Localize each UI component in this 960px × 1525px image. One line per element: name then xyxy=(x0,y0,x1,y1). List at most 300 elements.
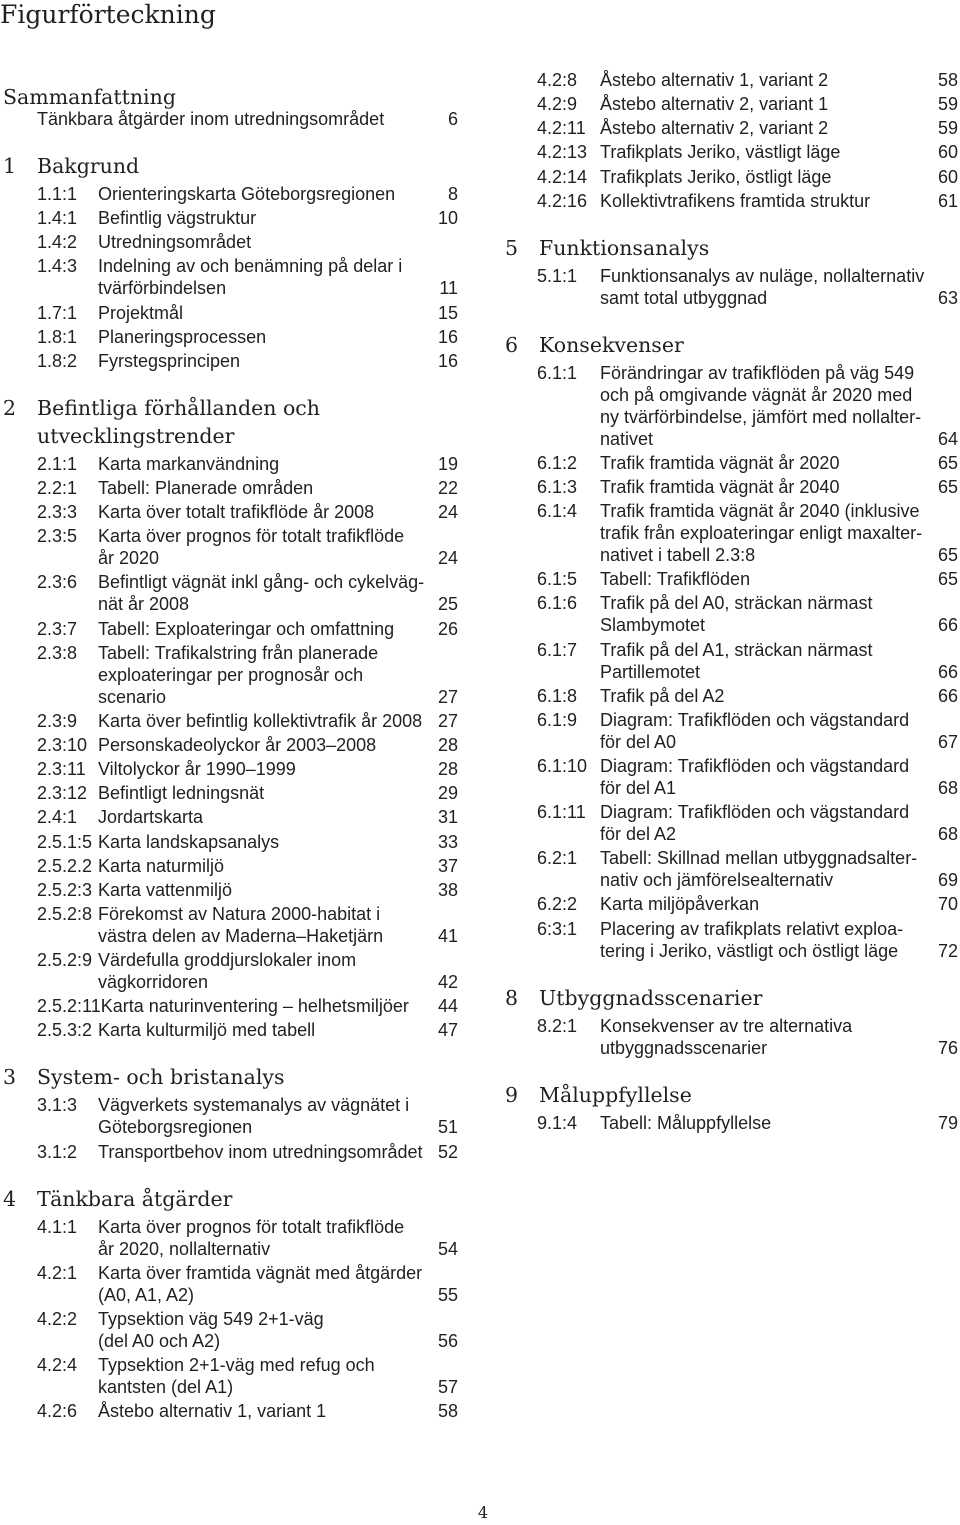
toc-section xyxy=(3,152,458,372)
figure-entry xyxy=(537,685,958,707)
figure-caption-line: Personskadeolyckor år 2003–2008 xyxy=(98,734,377,755)
figure-entry xyxy=(537,1112,958,1134)
figure-caption xyxy=(98,1308,324,1352)
figure-number: 2.3:10 xyxy=(37,734,88,755)
section-title xyxy=(37,1063,284,1091)
figure-number: 2.3:11 xyxy=(37,759,86,780)
figure-number: 9.1:4 xyxy=(537,1112,578,1133)
figure-page-number: 51 xyxy=(437,1117,458,1138)
figure-entry xyxy=(537,93,958,115)
toc-section xyxy=(3,83,458,130)
figure-number: 2.5.3:2 xyxy=(37,1020,93,1041)
figure-number: 1.4:1 xyxy=(37,208,78,229)
figure-caption-line: år 2020 xyxy=(98,548,160,569)
figure-entry xyxy=(537,1015,958,1059)
figure-caption xyxy=(98,855,224,877)
figure-page-number: 10 xyxy=(437,208,458,229)
figure-caption-line: för del A2 xyxy=(600,824,677,845)
figure-page-number: 60 xyxy=(937,142,958,163)
figure-caption-line: vägkorridoren xyxy=(98,972,209,993)
section-number: 1 xyxy=(3,154,17,178)
figure-caption-line: Karta landskapsanalys xyxy=(98,831,280,852)
section-title-line: System- och bristanalys xyxy=(37,1065,285,1090)
figure-entry xyxy=(537,592,958,636)
figure-entry xyxy=(37,207,458,229)
figure-entry xyxy=(37,642,458,708)
figure-entry xyxy=(37,831,458,853)
figure-page-number: 65 xyxy=(937,545,958,566)
figure-caption xyxy=(98,1400,326,1422)
figure-caption xyxy=(98,903,383,947)
figure-page-number: 44 xyxy=(437,996,458,1017)
section-number: 9 xyxy=(505,1082,519,1107)
figure-entry xyxy=(537,69,958,91)
figure-page-number: 29 xyxy=(437,783,458,804)
figure-caption-line: exploateringar per prognosår och xyxy=(98,664,364,685)
figure-caption-line: västra delen av Maderna–Haketjärn xyxy=(98,925,384,946)
toc-section xyxy=(505,1081,958,1134)
figure-number: 1.1:1 xyxy=(37,184,78,204)
figure-entry xyxy=(537,709,958,753)
figure-number: 6.1:2 xyxy=(537,452,578,473)
section-title xyxy=(539,984,762,1012)
figure-entry xyxy=(37,1141,458,1163)
figure-caption-line: Tabell: Trafikflöden xyxy=(600,569,751,590)
figure-entry xyxy=(537,568,958,590)
figure-number: 4.2:14 xyxy=(537,166,588,187)
figure-page-number: 56 xyxy=(437,1330,458,1351)
figure-page-number: 28 xyxy=(437,734,458,755)
toc-column-left xyxy=(3,83,458,1424)
figure-caption-line: Karta miljöpåverkan xyxy=(600,894,760,915)
figure-caption xyxy=(600,452,839,474)
figure-page-number: 65 xyxy=(937,452,958,473)
figure-number: 4.2:13 xyxy=(537,142,588,163)
figure-caption xyxy=(600,93,828,115)
figure-caption xyxy=(600,166,831,188)
figure-caption-line: Typsektion 2+1-väg med refug och xyxy=(98,1354,375,1375)
figure-caption-line: Karta markanvändning xyxy=(98,453,280,474)
figure-caption-line: Åstebo alternativ 2, variant 1 xyxy=(600,94,829,115)
figure-caption-line: Karta naturinventering – helhetsmiljöer xyxy=(100,996,409,1017)
figure-caption-line: tvärförbindelsen xyxy=(98,278,227,299)
figure-entry xyxy=(37,618,458,640)
figure-number: 4.2:1 xyxy=(37,1262,78,1283)
figure-number: 6.1:4 xyxy=(537,501,578,522)
figure-caption-line: Befintligt ledningsnät xyxy=(98,783,265,804)
figure-page-number: 70 xyxy=(937,894,958,915)
section-title-line: Sammanfattning xyxy=(3,85,176,109)
figure-caption xyxy=(98,207,256,229)
figure-page-number: 59 xyxy=(937,118,958,139)
figure-page-number: 6 xyxy=(447,109,458,129)
figure-caption-line: Viltolyckor år 1990–1999 xyxy=(98,759,296,780)
figure-page-number: 69 xyxy=(937,870,958,891)
figure-page-number: 25 xyxy=(437,594,458,615)
figure-entry xyxy=(37,1019,458,1041)
figure-entry xyxy=(37,477,458,499)
figure-caption xyxy=(98,1141,423,1163)
figure-caption-line: Trafikplats Jeriko, östligt läge xyxy=(600,166,832,187)
figure-caption-line: Befintlig vägstruktur xyxy=(98,208,257,229)
figure-number: 1.7:1 xyxy=(37,302,78,323)
figure-caption xyxy=(98,758,296,780)
figure-caption-line: Tänkbara åtgärder inom utredningsområdet xyxy=(37,109,385,129)
figure-caption-line: Karta över totalt trafikflöde år 2008 xyxy=(98,502,375,523)
figure-number: 2.5.1:5 xyxy=(37,831,93,852)
figure-entry xyxy=(537,801,958,845)
figure-caption-line: Indelning av och benämning på delar i xyxy=(98,256,403,277)
figure-caption xyxy=(98,255,402,299)
figure-page-number: 64 xyxy=(937,428,958,449)
figure-number: 4.2:16 xyxy=(537,190,588,211)
figure-caption-line: Planeringsprocessen xyxy=(98,326,267,347)
figure-number: 1.4:3 xyxy=(37,256,78,277)
section-heading xyxy=(505,1081,958,1109)
figure-entry xyxy=(37,1094,458,1138)
figure-number: 2.5.2:9 xyxy=(37,950,93,971)
figure-caption xyxy=(98,879,232,901)
figure-number: 4.2:4 xyxy=(37,1354,78,1375)
figure-caption xyxy=(98,477,313,499)
toc-section xyxy=(505,69,958,212)
figure-caption-line: Tabell: Planerade områden xyxy=(98,477,314,498)
figure-caption-line: Diagram: Trafikflöden och vägstandard xyxy=(600,755,910,776)
figure-entry xyxy=(37,108,458,130)
figure-page-number: 68 xyxy=(937,777,958,798)
figure-caption xyxy=(98,571,424,615)
figure-number: 2.4:1 xyxy=(37,807,78,828)
figure-caption-line: (A0, A1, A2) xyxy=(98,1284,195,1305)
figure-caption xyxy=(98,1094,409,1138)
figure-caption-line: Tabell: Skillnad mellan utbyggnadsalter- xyxy=(600,848,918,869)
figure-entry xyxy=(37,1354,458,1398)
figure-caption-line: Transportbehov inom utredningsområdet xyxy=(98,1141,423,1162)
figure-caption-line: Karta naturmiljö xyxy=(98,855,225,876)
figure-page-number: 60 xyxy=(937,166,958,187)
toc-section xyxy=(3,394,458,1042)
figure-number: 6.1:11 xyxy=(537,802,586,823)
section-number: 4 xyxy=(3,1186,17,1211)
section-title-line: Tänkbara åtgärder xyxy=(37,1186,233,1211)
section-number: 3 xyxy=(3,1065,17,1090)
figure-page-number: 66 xyxy=(937,615,958,636)
figure-page-number: 42 xyxy=(437,972,458,993)
figure-caption xyxy=(600,893,759,915)
figure-page-number: 55 xyxy=(437,1284,458,1305)
figure-caption xyxy=(600,362,921,450)
figure-caption xyxy=(600,568,750,590)
figure-page-number: 47 xyxy=(437,1020,458,1041)
figure-entry xyxy=(537,190,958,212)
figure-caption-line: Trafik på del A0, sträckan närmast xyxy=(600,593,873,614)
figure-caption xyxy=(600,801,909,845)
section-heading xyxy=(3,394,458,450)
figure-number: 6.1:5 xyxy=(537,569,578,590)
figure-page-number: 16 xyxy=(437,326,458,347)
figure-number: 2.3:7 xyxy=(37,618,78,639)
figure-caption xyxy=(600,190,870,212)
figure-caption-line: nät år 2008 xyxy=(98,594,190,615)
figure-number: 2.5.2:11 xyxy=(37,996,101,1017)
figure-entry xyxy=(37,326,458,348)
figure-caption xyxy=(600,117,828,139)
figure-caption-line: ny tvärförbindelse, jämfört med nollalter- xyxy=(600,406,922,427)
figure-page-number: 11 xyxy=(439,278,458,299)
toc-section xyxy=(3,1185,458,1423)
figure-caption xyxy=(98,949,356,993)
figure-caption xyxy=(600,476,839,498)
figure-caption xyxy=(600,500,922,566)
figure-number: 6.2:1 xyxy=(537,848,578,869)
figure-caption-line: Projektmål xyxy=(98,302,184,323)
figure-number: 2.3:12 xyxy=(37,783,88,804)
figure-number: 6.1:7 xyxy=(537,639,578,660)
section-title xyxy=(37,394,320,450)
figure-page-number: 19 xyxy=(437,453,458,474)
figure-caption-line: Karta över befintlig kollektivtrafik år 2008 xyxy=(98,710,423,731)
figure-caption-line: Åstebo alternativ 2, variant 2 xyxy=(600,118,829,139)
figure-number: 6.1:10 xyxy=(537,755,588,776)
section-title xyxy=(539,331,684,359)
figure-number: 4.2:6 xyxy=(37,1401,78,1422)
figure-entry xyxy=(537,893,958,915)
figure-number: 2.3:6 xyxy=(37,572,78,593)
page-title: Figurförteckning xyxy=(0,0,216,29)
figure-caption-line: Karta kulturmiljö med tabell xyxy=(98,1020,316,1041)
figure-caption xyxy=(98,326,266,348)
figure-page-number: 54 xyxy=(437,1238,458,1259)
section-heading xyxy=(505,984,958,1012)
figure-caption-line: Tabell: Exploateringar och omfattning xyxy=(98,618,395,639)
figure-page-number: 58 xyxy=(437,1401,458,1422)
figure-caption-line: nativ och jämförelsealternativ xyxy=(600,870,834,891)
section-heading xyxy=(505,331,958,359)
figure-caption-line: Slambymotet xyxy=(600,615,706,636)
figure-caption-line: Förändringar av trafikflöden på väg 549 xyxy=(600,362,915,383)
figure-caption-line: samt total utbyggnad xyxy=(600,287,768,308)
figure-entry xyxy=(537,918,958,962)
figure-caption xyxy=(98,734,376,756)
section-heading xyxy=(3,1063,458,1091)
figure-caption-line: för del A0 xyxy=(600,731,677,752)
figure-page-number: 63 xyxy=(937,287,958,308)
figure-entry xyxy=(37,995,458,1017)
toc-section xyxy=(505,331,958,962)
figure-page-number: 57 xyxy=(437,1376,458,1397)
figure-page-number: 41 xyxy=(437,925,458,946)
figure-entry xyxy=(537,847,958,891)
figure-caption xyxy=(98,501,374,523)
section-heading xyxy=(505,234,958,262)
figure-page-number: 66 xyxy=(937,685,958,706)
figure-entry xyxy=(537,117,958,139)
figure-caption-line: Orienteringskarta Göteborgsregionen xyxy=(98,184,396,204)
section-heading xyxy=(3,83,458,111)
figure-caption-line: Diagram: Trafikflöden och vägstandard xyxy=(600,709,910,730)
figure-caption xyxy=(37,108,384,130)
figure-number: 1.4:2 xyxy=(37,232,78,253)
toc-section xyxy=(3,1063,458,1162)
section-title-line: utvecklingstrender xyxy=(37,423,235,448)
figure-caption-line: för del A1 xyxy=(600,777,677,798)
figure-page-number: 16 xyxy=(437,350,458,371)
figure-entry xyxy=(37,782,458,804)
figure-page-number: 24 xyxy=(437,548,458,569)
figure-number: 2.5.2.2 xyxy=(37,855,93,876)
figure-caption-line: Värdefulla groddjurslokaler inom xyxy=(98,950,357,971)
figure-caption-line: och på omgivande vägnät år 2020 med xyxy=(600,384,913,405)
figure-number: 3.1:3 xyxy=(37,1095,78,1116)
figure-caption-line: Vägverkets systemanalys av vägnätet i xyxy=(98,1095,410,1116)
section-title-line: Befintliga förhållanden och xyxy=(37,395,320,420)
figure-entry xyxy=(37,734,458,756)
figure-number: 2.1:1 xyxy=(37,453,78,474)
figure-caption-line: Trafik framtida vägnät år 2040 (inklusive xyxy=(600,501,920,522)
figure-caption-line: Befintligt vägnät inkl gång- och cykelväg- xyxy=(98,572,425,593)
figure-entry xyxy=(37,453,458,475)
figure-caption-line: Karta över prognos för totalt trafikflöde xyxy=(98,526,405,547)
section-title xyxy=(539,234,709,262)
section-number: 2 xyxy=(3,395,17,420)
figure-caption xyxy=(98,831,279,853)
figure-caption-line: Partillemotet xyxy=(600,661,701,682)
figure-entry xyxy=(37,525,458,569)
figure-entry xyxy=(37,1262,458,1306)
figure-number: 4.2:8 xyxy=(537,70,578,90)
figure-entry xyxy=(537,639,958,683)
figure-entry xyxy=(537,755,958,799)
figure-caption-line: Trafik framtida vägnät år 2020 xyxy=(600,452,840,473)
section-title xyxy=(3,83,176,111)
figure-page-number: 67 xyxy=(937,731,958,752)
section-title xyxy=(37,1185,232,1213)
figure-caption xyxy=(600,69,828,91)
figure-number: 4.1:1 xyxy=(37,1216,78,1237)
figure-entry xyxy=(537,265,958,309)
figure-entry xyxy=(37,350,458,372)
figure-caption-line: Trafikplats Jeriko, västligt läge xyxy=(600,142,841,163)
figure-page-number: 65 xyxy=(937,569,958,590)
figure-caption-line: Karta över prognos för totalt trafikflöde xyxy=(98,1216,405,1237)
figure-caption xyxy=(98,1262,422,1306)
figure-entry xyxy=(37,231,458,253)
figure-caption-line: Karta över framtida vägnät med åtgärder xyxy=(98,1262,423,1283)
figure-caption-line: Tabell: Måluppfyllelse xyxy=(600,1112,772,1133)
figure-caption xyxy=(98,1216,404,1260)
figure-entry xyxy=(37,806,458,828)
figure-entry xyxy=(37,302,458,324)
figure-caption xyxy=(600,141,840,163)
figure-caption xyxy=(98,1354,375,1398)
figure-caption-line: år 2020, nollalternativ xyxy=(98,1238,271,1259)
figure-page-number: 31 xyxy=(437,807,458,828)
figure-page-number: 52 xyxy=(437,1141,458,1162)
figure-number: 1.8:2 xyxy=(37,350,78,371)
figure-caption-line: Trafik på del A1, sträckan närmast xyxy=(600,639,873,660)
figure-caption xyxy=(600,918,903,962)
figure-entry xyxy=(37,758,458,780)
figure-number: 8.2:1 xyxy=(537,1015,578,1036)
figure-page-number: 65 xyxy=(937,476,958,497)
figure-caption-line: utbyggnadsscenarier xyxy=(600,1037,768,1058)
figure-number: 2.3:5 xyxy=(37,526,78,547)
section-heading xyxy=(3,152,458,180)
figure-number: 3.1:2 xyxy=(37,1141,78,1162)
figure-caption-line: kantsten (del A1) xyxy=(98,1376,234,1397)
figure-caption-line: nativet i tabell 2.3:8 xyxy=(600,545,756,566)
figure-caption xyxy=(98,710,422,732)
figure-number: 2.3:8 xyxy=(37,642,78,663)
figure-caption xyxy=(98,183,395,205)
figure-page-number: 66 xyxy=(937,661,958,682)
figure-page-number: 58 xyxy=(937,70,958,90)
toc-column-right xyxy=(505,69,958,1136)
figure-page-number: 15 xyxy=(437,302,458,323)
toc-section xyxy=(505,234,958,309)
figure-caption xyxy=(101,995,409,1017)
figure-page-number: 68 xyxy=(937,824,958,845)
figure-caption-line: Konsekvenser av tre alternativa xyxy=(600,1015,853,1036)
figure-caption-line: Förekomst av Natura 2000-habitat i xyxy=(98,903,381,924)
figure-entry xyxy=(537,166,958,188)
figure-entry xyxy=(37,1216,458,1260)
figure-caption xyxy=(600,592,872,636)
figure-page-number: 27 xyxy=(437,710,458,731)
figure-page-number: 22 xyxy=(437,477,458,498)
figure-caption-line: (del A0 och A2) xyxy=(98,1330,221,1351)
section-title-line: Konsekvenser xyxy=(539,332,684,357)
figure-entry xyxy=(37,183,458,205)
figure-entry xyxy=(37,255,458,299)
figure-caption xyxy=(600,755,909,799)
figure-entry xyxy=(537,362,958,450)
figure-entry xyxy=(37,1308,458,1352)
figure-entry xyxy=(537,500,958,566)
figure-caption xyxy=(98,525,404,569)
figure-caption xyxy=(600,639,872,683)
section-number: 8 xyxy=(505,985,519,1010)
figure-caption xyxy=(600,709,909,753)
figure-page-number: 28 xyxy=(437,759,458,780)
figure-caption xyxy=(600,1112,771,1134)
figure-number: 1.8:1 xyxy=(37,326,78,347)
section-title-line: Bakgrund xyxy=(37,154,140,178)
figure-caption-line: nativet xyxy=(600,428,654,449)
figure-page-number: 72 xyxy=(937,940,958,961)
figure-entry xyxy=(37,903,458,947)
figure-caption-line: Trafik framtida vägnät år 2040 xyxy=(600,476,840,497)
figure-page-number: 24 xyxy=(437,502,458,523)
figure-caption xyxy=(600,1015,852,1059)
figure-caption-line: Typsektion väg 549 2+1-väg xyxy=(98,1308,324,1329)
figure-number: 5.1:1 xyxy=(537,265,578,286)
section-title xyxy=(539,1081,692,1109)
figure-entry xyxy=(37,879,458,901)
figure-page-number: 79 xyxy=(937,1112,958,1133)
section-number: 5 xyxy=(505,235,519,260)
figure-entry xyxy=(37,949,458,993)
figure-caption-line: Göteborgsregionen xyxy=(98,1117,253,1138)
figure-number: 4.2:9 xyxy=(537,94,578,115)
figure-page-number: 33 xyxy=(437,831,458,852)
section-title xyxy=(37,152,139,180)
figure-caption xyxy=(98,782,264,804)
figure-caption xyxy=(98,350,240,372)
figure-number: 4.2:2 xyxy=(37,1308,78,1329)
figure-number: 6:3:1 xyxy=(537,918,578,939)
figure-caption xyxy=(600,685,724,707)
